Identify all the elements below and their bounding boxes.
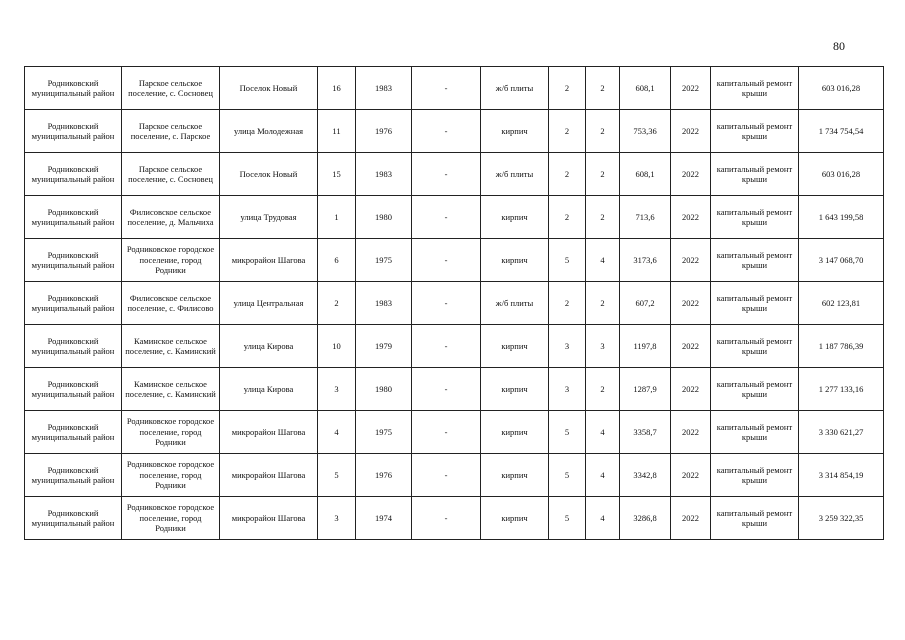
cell-area: 607,2: [620, 282, 671, 325]
cell-year-planned: 2022: [671, 196, 711, 239]
table-row: [25, 196, 884, 239]
cell-wall-material: кирпич: [481, 454, 549, 497]
cell-work-type: капитальный ремонт крыши: [711, 67, 799, 110]
cell-cost: 602 123,81: [799, 282, 884, 325]
cell-empty-cell: -: [412, 454, 481, 497]
cell-area: 1287,9: [620, 368, 671, 411]
cell-entrances: 4: [586, 454, 620, 497]
cell-entrances: 4: [586, 239, 620, 282]
cell-district: Родниковский муниципальный район: [25, 411, 122, 454]
cell-settlement: Парское сельское поселение, с. Парское: [122, 110, 220, 153]
table-row: [25, 282, 884, 325]
cell-street: микрорайон Шагова: [220, 497, 318, 540]
cell-floors: 5: [549, 239, 586, 282]
cell-entrances: 2: [586, 282, 620, 325]
cell-street: улица Трудовая: [220, 196, 318, 239]
page-number: 80: [833, 39, 845, 53]
cell-wall-material: кирпич: [481, 110, 549, 153]
cell-street: улица Кирова: [220, 325, 318, 368]
cell-district: Родниковский муниципальный район: [25, 368, 122, 411]
table-row: [25, 110, 884, 153]
cell-entrances: 4: [586, 497, 620, 540]
cell-house-number: 4: [318, 411, 356, 454]
cell-work-type: капитальный ремонт крыши: [711, 497, 799, 540]
cell-area: 608,1: [620, 67, 671, 110]
cell-year-built: 1975: [356, 239, 412, 282]
cell-floors: 2: [549, 110, 586, 153]
cell-street: улица Центральная: [220, 282, 318, 325]
cell-floors: 2: [549, 196, 586, 239]
cell-year-built: 1983: [356, 282, 412, 325]
table-row: [25, 497, 884, 540]
cell-house-number: 3: [318, 497, 356, 540]
cell-floors: 5: [549, 411, 586, 454]
cell-district: Родниковский муниципальный район: [25, 153, 122, 196]
cell-house-number: 11: [318, 110, 356, 153]
cell-wall-material: ж/б плиты: [481, 153, 549, 196]
cell-street: Поселок Новый: [220, 153, 318, 196]
cell-empty-cell: -: [412, 411, 481, 454]
cell-floors: 3: [549, 368, 586, 411]
cell-street: улица Молодежная: [220, 110, 318, 153]
cell-work-type: капитальный ремонт крыши: [711, 239, 799, 282]
cell-cost: 603 016,28: [799, 67, 884, 110]
cell-floors: 2: [549, 67, 586, 110]
cell-settlement: Филисовское сельское поселение, д. Мальчиха: [122, 196, 220, 239]
cell-settlement: Родниковское городское поселение, город Родники: [122, 497, 220, 540]
cell-settlement: Каминское сельское поселение, с. Каминский: [122, 368, 220, 411]
cell-year-built: 1983: [356, 153, 412, 196]
cell-settlement: Родниковское городское поселение, город Родники: [122, 239, 220, 282]
cell-wall-material: кирпич: [481, 196, 549, 239]
cell-entrances: 3: [586, 325, 620, 368]
buildings-table: [24, 66, 884, 540]
cell-cost: 1 734 754,54: [799, 110, 884, 153]
cell-district: Родниковский муниципальный район: [25, 454, 122, 497]
cell-work-type: капитальный ремонт крыши: [711, 282, 799, 325]
cell-floors: 5: [549, 454, 586, 497]
cell-wall-material: кирпич: [481, 497, 549, 540]
cell-year-planned: 2022: [671, 239, 711, 282]
cell-year-planned: 2022: [671, 454, 711, 497]
cell-area: 608,1: [620, 153, 671, 196]
cell-cost: 603 016,28: [799, 153, 884, 196]
cell-area: 713,6: [620, 196, 671, 239]
cell-work-type: капитальный ремонт крыши: [711, 196, 799, 239]
cell-year-planned: 2022: [671, 67, 711, 110]
cell-entrances: 2: [586, 368, 620, 411]
cell-district: Родниковский муниципальный район: [25, 196, 122, 239]
cell-empty-cell: -: [412, 67, 481, 110]
cell-area: 3173,6: [620, 239, 671, 282]
cell-year-planned: 2022: [671, 153, 711, 196]
cell-district: Родниковский муниципальный район: [25, 282, 122, 325]
cell-cost: 3 314 854,19: [799, 454, 884, 497]
cell-year-built: 1980: [356, 196, 412, 239]
cell-wall-material: ж/б плиты: [481, 282, 549, 325]
cell-area: 1197,8: [620, 325, 671, 368]
cell-house-number: 16: [318, 67, 356, 110]
cell-work-type: капитальный ремонт крыши: [711, 110, 799, 153]
cell-empty-cell: -: [412, 282, 481, 325]
cell-street: микрорайон Шагова: [220, 454, 318, 497]
cell-street: улица Кирова: [220, 368, 318, 411]
cell-house-number: 5: [318, 454, 356, 497]
cell-district: Родниковский муниципальный район: [25, 497, 122, 540]
cell-settlement: Парское сельское поселение, с. Сосновец: [122, 153, 220, 196]
cell-floors: 2: [549, 282, 586, 325]
cell-year-planned: 2022: [671, 497, 711, 540]
cell-work-type: капитальный ремонт крыши: [711, 454, 799, 497]
cell-empty-cell: -: [412, 368, 481, 411]
cell-settlement: Родниковское городское поселение, город Родники: [122, 411, 220, 454]
cell-work-type: капитальный ремонт крыши: [711, 411, 799, 454]
cell-cost: 3 147 068,70: [799, 239, 884, 282]
cell-year-planned: 2022: [671, 411, 711, 454]
cell-year-planned: 2022: [671, 325, 711, 368]
cell-empty-cell: -: [412, 497, 481, 540]
cell-settlement: Каминское сельское поселение, с. Каминский: [122, 325, 220, 368]
table-row: [25, 454, 884, 497]
table-row: [25, 411, 884, 454]
cell-entrances: 2: [586, 67, 620, 110]
cell-wall-material: ж/б плиты: [481, 67, 549, 110]
cell-area: 3342,8: [620, 454, 671, 497]
cell-floors: 3: [549, 325, 586, 368]
cell-wall-material: кирпич: [481, 411, 549, 454]
cell-house-number: 1: [318, 196, 356, 239]
cell-house-number: 3: [318, 368, 356, 411]
cell-entrances: 4: [586, 411, 620, 454]
cell-district: Родниковский муниципальный район: [25, 67, 122, 110]
cell-area: 3286,8: [620, 497, 671, 540]
cell-year-built: 1980: [356, 368, 412, 411]
cell-floors: 2: [549, 153, 586, 196]
cell-empty-cell: -: [412, 325, 481, 368]
cell-district: Родниковский муниципальный район: [25, 325, 122, 368]
cell-area: 3358,7: [620, 411, 671, 454]
table-row: [25, 67, 884, 110]
cell-district: Родниковский муниципальный район: [25, 110, 122, 153]
cell-work-type: капитальный ремонт крыши: [711, 368, 799, 411]
table-row: [25, 368, 884, 411]
cell-street: микрорайон Шагова: [220, 411, 318, 454]
cell-year-built: 1976: [356, 454, 412, 497]
cell-settlement: Парское сельское поселение, с. Сосновец: [122, 67, 220, 110]
cell-entrances: 2: [586, 153, 620, 196]
cell-wall-material: кирпич: [481, 325, 549, 368]
cell-cost: 1 643 199,58: [799, 196, 884, 239]
cell-year-planned: 2022: [671, 368, 711, 411]
cell-year-built: 1983: [356, 67, 412, 110]
cell-cost: 3 330 621,27: [799, 411, 884, 454]
cell-cost: 3 259 322,35: [799, 497, 884, 540]
cell-entrances: 2: [586, 196, 620, 239]
cell-floors: 5: [549, 497, 586, 540]
cell-entrances: 2: [586, 110, 620, 153]
cell-house-number: 10: [318, 325, 356, 368]
cell-empty-cell: -: [412, 110, 481, 153]
table-row: [25, 239, 884, 282]
cell-wall-material: кирпич: [481, 239, 549, 282]
cell-house-number: 6: [318, 239, 356, 282]
cell-wall-material: кирпич: [481, 368, 549, 411]
cell-house-number: 15: [318, 153, 356, 196]
cell-empty-cell: -: [412, 196, 481, 239]
cell-year-built: 1974: [356, 497, 412, 540]
cell-street: Поселок Новый: [220, 67, 318, 110]
cell-work-type: капитальный ремонт крыши: [711, 325, 799, 368]
cell-year-planned: 2022: [671, 282, 711, 325]
cell-year-built: 1976: [356, 110, 412, 153]
cell-street: микрорайон Шагова: [220, 239, 318, 282]
cell-settlement: Филисовское сельское поселение, с. Филисово: [122, 282, 220, 325]
cell-year-built: 1975: [356, 411, 412, 454]
cell-year-built: 1979: [356, 325, 412, 368]
cell-cost: 1 187 786,39: [799, 325, 884, 368]
cell-district: Родниковский муниципальный район: [25, 239, 122, 282]
cell-settlement: Родниковское городское поселение, город Родники: [122, 454, 220, 497]
cell-cost: 1 277 133,16: [799, 368, 884, 411]
cell-work-type: капитальный ремонт крыши: [711, 153, 799, 196]
cell-year-planned: 2022: [671, 110, 711, 153]
table-row: [25, 153, 884, 196]
cell-house-number: 2: [318, 282, 356, 325]
cell-empty-cell: -: [412, 239, 481, 282]
table-row: [25, 325, 884, 368]
cell-area: 753,36: [620, 110, 671, 153]
cell-empty-cell: -: [412, 153, 481, 196]
